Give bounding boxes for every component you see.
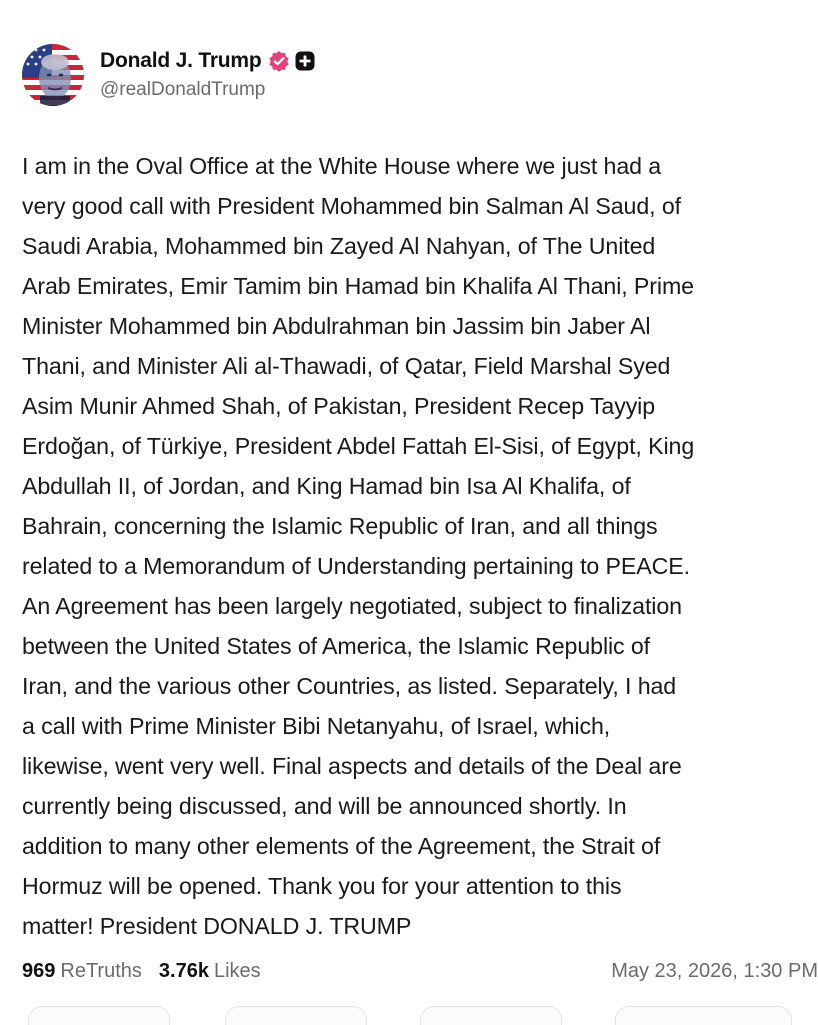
likes-count[interactable]: 3.76k <box>158 959 209 982</box>
plus-badge-icon <box>295 51 315 71</box>
post-stats <box>22 956 818 986</box>
reply-action-button[interactable] <box>28 1006 170 1025</box>
name-row <box>100 49 315 73</box>
likes-label[interactable]: Likes <box>213 959 261 982</box>
author-display-name[interactable]: Donald J. Trump <box>100 49 262 72</box>
post-body-text: I am in the Oval Office at the White House where we just had a very good call with President Mohammed bin Salman Al Saud, of Saudi Arabia, Mohammed bin Zayed Al Nahyan, of The United Arab Emirates, Emir Tamim bin Hamad bin Khalifa Al Thani, Prime Minister Mohammed bin Abdulrahman bin Jassim bin Jaber Al Thani, and Minister Ali al-Thawadi, of Qatar, Field Marshal Syed Asim Munir Ahmed Shah, of Pakistan, President Recep Tayyip Erdoğan, of Türkiye, President Abdel Fattah El-Sisi, of Egypt, King Abdullah II, of Jordan, and King Hamad bin Isa Al Khalifa, of Bahrain, concerning the Islamic Republic of Iran, and all things related to a Memorandum of Understanding pertaining to PEACE. An Agreement has been largely negotiated, subject to finalization between the United States of America, the Islamic Republic of Iran, and the various other Countries, as listed. Separately, I had a call with Prime Minister Bibi Netanyahu, of Israel, which, likewise, went very well. Final aspects and details of the Deal are currently being discussed, and will be announced shortly. In addition to many other elements of the Agreement, the Strait of Hormuz will be opened. Thank you for your attention to this matter! President DONALD J. TRUMP <box>22 153 695 939</box>
verified-badge-icon <box>268 50 290 72</box>
share-action-button[interactable] <box>615 1006 792 1025</box>
author-handle[interactable]: @realDonaldTrump <box>100 79 266 100</box>
retruths-label[interactable]: ReTruths <box>60 959 142 982</box>
flag-portrait-icon <box>22 44 84 106</box>
post-header <box>22 44 315 106</box>
post-timestamp[interactable]: May 23, 2026, 1:30 PM <box>611 960 818 982</box>
retruth-action-button[interactable] <box>225 1006 367 1025</box>
like-action-button[interactable] <box>420 1006 562 1025</box>
author-avatar[interactable] <box>22 44 84 106</box>
action-bar <box>0 1004 818 1024</box>
retruths-count[interactable]: 969 <box>22 959 56 982</box>
author-identity <box>100 49 315 101</box>
